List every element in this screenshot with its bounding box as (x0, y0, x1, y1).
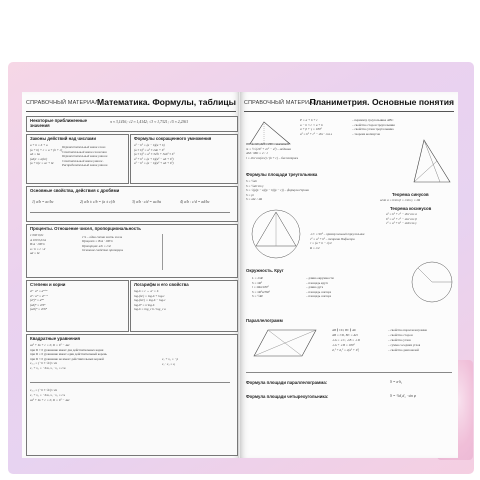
right-triangle-line: c² = a² + b² – теорема Пифагора (310, 236, 355, 241)
logarithm-line: logₐb = c ⇔ aᶜ = b (134, 288, 159, 293)
degrees-line: (ab)ⁿ = aⁿbⁿ (30, 302, 46, 307)
inscribed-circle-figure (248, 206, 304, 262)
triangle-note: – периметр треугольника ABC (352, 118, 394, 122)
circle-note: – площадь сектора (306, 289, 332, 294)
laws-name: Сочетательный закон умнож. (62, 158, 104, 163)
triangle-area-title: Формулы площади треугольника (246, 172, 318, 177)
circle-figure (408, 258, 456, 306)
sine-theorem-title: Теорема синусов (392, 192, 429, 197)
logarithm-line: logₐ(b/c) = logₐb − logₐc (134, 298, 166, 303)
abbr-mult-title: Формулы сокращенного умножения (134, 136, 212, 141)
abbr-mult-line: (a ± b)³ = a³ ± 3a²b + 3ab² ± b³ (134, 152, 175, 157)
quadratic-line: ax² + bx + c = 0, D = b² − 4ac (30, 342, 70, 347)
triangle-line: P = a + b + c (300, 118, 318, 122)
degrees-title: Степени и корни (30, 282, 66, 287)
laws-line: (a + b)c = ac + bc (30, 161, 54, 166)
left-page (22, 92, 240, 458)
parallelogram-line: d₁² + d₂² = 2(a² + b²) (332, 348, 360, 352)
degrees-line: aⁿ : aᵐ = aⁿ⁻ᵐ (30, 293, 48, 298)
triangle-line: a − b < c < a + b (300, 122, 323, 127)
cosine-theorem-line: b² = a² + c² − 2ac·cos β (386, 216, 417, 221)
percent-line: B:A · 100% (30, 242, 45, 247)
left-header-label: СПРАВОЧНЫЙ МАТЕРИАЛ (26, 100, 99, 106)
abbr-mult-line: (a ± b)² = a² ± 2ab + b² (134, 147, 165, 152)
parallelogram-area-title: Формула площади параллелограмма: (246, 380, 328, 385)
percent-line: A 100 0,01A (30, 237, 46, 242)
laws-name: Переместительный закон слож. (62, 145, 107, 149)
triangle-line: a² = b² + c² − 2bc · cos α (300, 131, 333, 136)
parallelogram-note: – свойство углов (388, 338, 411, 342)
right-page-title: Планиметрия. Основные понятия (309, 97, 454, 107)
abbr-mult-box (130, 134, 238, 184)
percent-title: Проценты. Отношение чисел, пропорциональность (30, 226, 141, 231)
right-page (240, 92, 458, 458)
triangle-area-line: S = ½ab·sin γ (246, 183, 264, 188)
percent-line: 1 000 0,01 (30, 232, 44, 237)
fraction-rule: 1) a/b = ac/bc (32, 200, 54, 204)
percent-mid: Пропорция: a/b = c/d (82, 243, 111, 248)
right-triangle-line: ∠C = 90° – прямоугольный треугольник (310, 232, 365, 236)
quadratic-line: при D = 0 уравнение имеет один действительный корень (30, 352, 107, 357)
laws-line: (a + b) + c = a + (b + c) (30, 147, 63, 152)
quadratic-extra: ax² + bx + c = 0, D = b² − 4ac (30, 398, 70, 402)
quadratic-line: при D < 0 уравнение не имеет действительных корней (30, 356, 104, 361)
laws-line: (ab)c = a(bc) (30, 156, 48, 161)
circle-title: Окружность. Круг (246, 268, 284, 273)
right-triangle-line: r = (a + b − c)/2 (310, 241, 332, 246)
circle-line: S = πR² (252, 280, 262, 285)
triangle-area-line: S = pr (246, 192, 255, 197)
parallelogram-line: ∠A + ∠B = 180° (332, 343, 355, 347)
degrees-box (26, 280, 129, 332)
cosine-theorem-line: c² = a² + b² − 2ab·cos γ (386, 221, 417, 226)
fractions-title: Основные свойства, действия с дробями (30, 188, 120, 193)
parallelogram-line: AB = CD, BC = AD (332, 333, 358, 337)
quadratic-line: при D > 0 уравнение имеет два действительных корня (30, 347, 104, 352)
quadrilateral-area-formula: S = ½d₁d₂ · sin φ (390, 394, 416, 398)
quadratic-line: x₁ + x₂ = −b/a, x₁ · x₂ = c/a (30, 365, 66, 370)
logarithm-box (130, 280, 238, 332)
abbr-mult-line: a³ − b³ = (a − b)(a² + ab + b²) (134, 161, 174, 166)
parallelogram-note: – свойство сторон (388, 333, 413, 337)
quadratic-divider (30, 382, 230, 383)
parallelogram-line: AB ∥ CD, BC ∥ AD (332, 328, 357, 332)
logarithm-line: logₐbⁿ = n·logₐb (134, 302, 155, 307)
laws-title: Законы действий над числами (30, 136, 97, 141)
percent-box (26, 224, 238, 278)
percent-line: ad = bc (30, 251, 40, 256)
triangle-note: – свойство углов треугольника (352, 127, 394, 132)
left-page-title: Математика. Формулы, таблицы (97, 97, 236, 107)
right-page-header (244, 97, 454, 112)
median-triangle-figure (410, 136, 454, 186)
parallelogram-title: Параллелограмм (246, 318, 283, 323)
triangle-line: α + β + γ = 180° (300, 127, 322, 132)
quadratic-line: x₁,₂ = (−b ± √D) / 2a (30, 361, 58, 366)
circle-note: – длина окружности (306, 276, 334, 280)
parallelogram-line: ∠A = ∠C, ∠B = ∠D (332, 338, 361, 342)
logarithm-title: Логарифм и его свойства (134, 282, 189, 287)
fraction-rule: 2) a/b ± c/b = (a ± c)/b (80, 200, 116, 204)
degrees-line: aⁿ · aᵐ = aⁿ⁺ᵐ (30, 288, 48, 293)
logarithm-line: logₐb = log_c b / log_c a (134, 307, 166, 312)
cosine-theorem-title: Теорема косинусов (390, 206, 432, 211)
laws-name: Распределительный закон умнож. (62, 163, 109, 168)
circle-line: S = πR²α/360° (252, 289, 271, 294)
cosine-theorem-line: a² = b² + c² − 2bc·cos α (386, 212, 417, 216)
circle-note: – площадь сектора (306, 294, 332, 299)
triangle-area-line: S = √(p(p − a)(p − b)(p − c)) – формула Герона (246, 188, 309, 193)
percent-mid: Основное свойство пропорции (82, 248, 124, 253)
laws-name: Сочетательный закон сложения (62, 149, 107, 154)
parallelogram-area-formula: S = a·hₐ (390, 380, 403, 384)
circle-line: L = 2πR (252, 276, 263, 280)
right-triangle-line: R = c/2 (310, 245, 320, 250)
percent-mid: 1% – одна сотая часть числа (82, 234, 123, 239)
triangle-note: – теорема косинусов (352, 131, 381, 136)
circle-note: – площадь круга (306, 280, 329, 285)
sine-theorem-line: a/sin α = b/sin β = c/sin γ = 2R (380, 198, 421, 202)
median-line: AM : MD = 2 : 1 (246, 151, 268, 156)
triangle-area-line: S = abc / 4R (246, 197, 262, 202)
quadratic-title: Квадратные уравнения (30, 336, 81, 341)
fraction-rule: 4) a/b : c/d = ad/bc (180, 200, 210, 204)
parallelogram-note: – свойство диагоналей (388, 348, 419, 352)
right-header-label: СПРАВОЧНЫЙ МАТЕРИАЛ (244, 100, 317, 106)
triangle-note: – свойство сторон треугольника (352, 122, 396, 127)
fraction-rule: 3) a/b · c/d = ac/bd (132, 200, 162, 204)
laws-line: a + b = b + a (30, 142, 48, 147)
quadrilateral-area-title: Формула площади четырехугольника: (246, 394, 329, 399)
percent-mid: Процент = B/A · 100% (82, 239, 113, 244)
parallelogram-note: – свойство параллелограмма (388, 328, 427, 332)
fraction-divider (30, 212, 230, 213)
quadratic-extra: x₁,₂ = (−b ± √D) / 2a (30, 388, 58, 392)
median-line: l = 2bc·cos(α/2) / (b + c) – биссектриса (246, 155, 299, 160)
parallelogram-note: – сумма соседних углов (388, 343, 421, 347)
abbr-mult-line: a² − b² = (a − b)(a + b) (134, 142, 165, 147)
parallelogram-figure (250, 326, 320, 360)
median-line: m = ½√(2b² + 2c² − a²) – медиана (246, 146, 291, 151)
circle-line: l = πRα/180° (252, 285, 269, 290)
area-divider (246, 372, 452, 373)
circle-line: S = ½Rl (252, 294, 263, 299)
left-page-header (26, 97, 236, 112)
vieta-line: x₁ · x₂ = q (162, 362, 175, 366)
quadratic-extra: x₁ + x₂ = −b/a, x₁ · x₂ = c/a (30, 393, 66, 397)
approx-values-title: Некоторые приближенные значения (30, 118, 88, 128)
approx-values-text: π ≈ 3,1416; √2 ≈ 1,4142; √3 ≈ 1,7321; √5 ≈ 2,2361 (110, 120, 189, 124)
triangle-area-line: S = ½ah (246, 179, 257, 183)
percent-line: a : b = c : d (30, 246, 46, 251)
percent-divider (162, 234, 163, 270)
laws-name: Переместительный закон умнож. (62, 154, 109, 159)
degrees-line: (aⁿ)ᵐ = aⁿᵐ (30, 298, 44, 303)
vieta-line: x₁ + x₂ = −p (162, 357, 179, 361)
circle-note: – длина дуги (306, 285, 324, 290)
abbr-mult-line: a³ + b³ = (a + b)(a² − ab + b²) (134, 156, 174, 161)
degrees-line: (a/b)ⁿ = aⁿ/bⁿ (30, 307, 48, 312)
laws-line: ab = ba (30, 152, 41, 157)
logarithm-line: logₐ(bc) = logₐb + logₐc (134, 293, 165, 298)
median-line: BH ⊥ AC, AH = HC – высота h (246, 142, 289, 146)
